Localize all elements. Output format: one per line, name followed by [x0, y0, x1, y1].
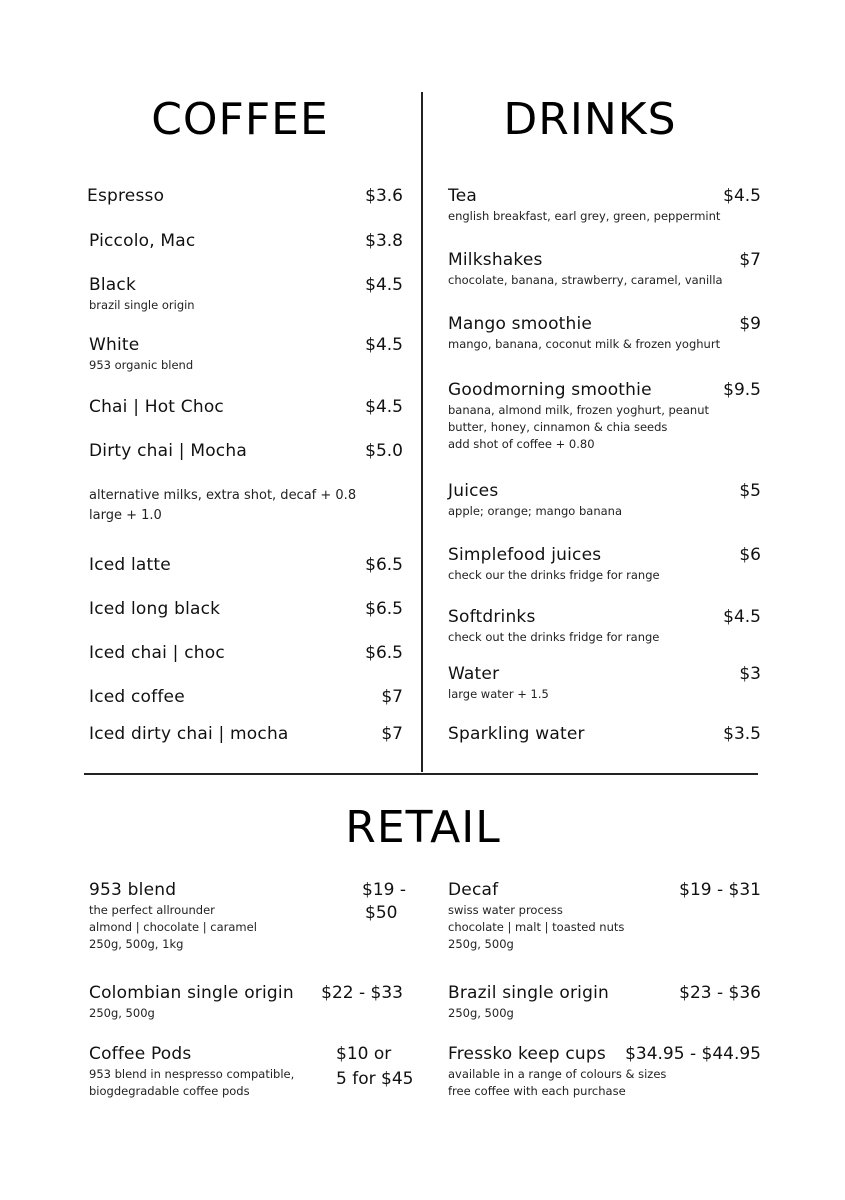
item-name: Iced coffee [89, 687, 185, 707]
menu-item-goodmorning-smoothie [448, 380, 761, 456]
item-name: Sparkling water [448, 724, 585, 744]
menu-item-chai-hot-choc [89, 397, 403, 417]
item-price: $7 [739, 250, 761, 270]
menu-item-tea [448, 186, 761, 226]
item-description: mango, banana, coconut milk & frozen yoghurt [448, 337, 721, 351]
item-description: butter, honey, cinnamon & chia seeds [448, 420, 668, 434]
item-description: 250g, 500g [448, 937, 514, 951]
column-divider [421, 92, 423, 772]
item-name: Fressko keep cups [448, 1044, 606, 1064]
drinks-heading: DRINKS [503, 94, 677, 145]
item-name: Iced chai | choc [89, 643, 225, 663]
menu-item-iced-chai-choc [89, 643, 403, 663]
menu-item-simplefood-juices [448, 545, 761, 585]
item-price: $4.5 [365, 275, 403, 295]
item-name: Water [448, 664, 500, 684]
item-description: banana, almond milk, frozen yoghurt, peanut [448, 403, 710, 417]
item-name: Softdrinks [448, 607, 536, 627]
item-price: $3.5 [723, 724, 761, 744]
item-price: $7 [381, 724, 403, 744]
item-price: $5.0 [365, 441, 403, 461]
menu-item-iced-coffee [89, 687, 403, 707]
item-name: Espresso [87, 186, 165, 206]
item-name: Juices [448, 481, 499, 501]
item-name: Brazil single origin [448, 983, 609, 1003]
item-description: available in a range of colours & sizes [448, 1067, 667, 1081]
item-price: $3.8 [365, 231, 403, 251]
menu-item-juices [448, 481, 761, 521]
item-name: Black [89, 275, 136, 295]
item-price: 5 for $45 [336, 1069, 414, 1089]
menu-item-black [89, 275, 403, 315]
retail-item-953-blend [89, 880, 406, 956]
item-price: $6 [739, 545, 761, 565]
item-name: Iced dirty chai | mocha [89, 724, 289, 744]
item-name: Mango smoothie [448, 314, 593, 334]
item-name: White [89, 335, 140, 355]
item-name: Iced latte [89, 555, 171, 575]
menu-item-iced-dirty-chai-mocha [89, 724, 403, 744]
menu-item-piccolo [89, 231, 403, 251]
item-description: free coffee with each purchase [448, 1084, 626, 1098]
item-description: chocolate | malt | toasted nuts [448, 920, 625, 934]
item-price: $34.95 - $44.95 [625, 1044, 761, 1064]
item-name: Coffee Pods [89, 1044, 192, 1064]
item-description: apple; orange; mango banana [448, 504, 622, 518]
item-name: Simplefood juices [448, 545, 602, 565]
item-price: $3.6 [365, 186, 403, 206]
item-price: $19 - $31 [679, 880, 761, 900]
item-price: $6.5 [365, 555, 403, 575]
item-name: Dirty chai | Mocha [89, 441, 247, 461]
retail-item-fressko-keep-cups [448, 1044, 761, 1104]
item-name: Goodmorning smoothie [448, 380, 652, 400]
item-name: Piccolo, Mac [89, 231, 196, 251]
item-price: $19 - [362, 880, 406, 900]
item-name: Iced long black [89, 599, 221, 619]
coffee-extras-note-line2: large + 1.0 [89, 508, 162, 523]
item-description: the perfect allrounder [89, 903, 215, 917]
retail-item-coffee-pods [89, 1044, 415, 1104]
item-price: $4.5 [723, 607, 761, 627]
item-description: check our the drinks fridge for range [448, 568, 660, 582]
item-description: 250g, 500g [89, 1006, 155, 1020]
retail-item-colombian-single-origin [89, 983, 403, 1023]
retail-item-brazil-single-origin [448, 983, 761, 1023]
item-price: $4.5 [365, 397, 403, 417]
coffee-extras-note-line1: alternative milks, extra shot, decaf + 0.8 [89, 488, 357, 503]
menu-item-white [89, 335, 403, 375]
menu-item-iced-long-black [89, 599, 403, 619]
item-description: almond | chocolate | caramel [89, 920, 257, 934]
retail-item-decaf [448, 880, 761, 956]
menu-item-dirty-chai-mocha [89, 441, 403, 461]
item-price: $3 [739, 664, 761, 684]
item-description: chocolate, banana, strawberry, caramel, vanilla [448, 273, 723, 287]
item-description: 250g, 500g [448, 1006, 514, 1020]
item-name: Colombian single origin [89, 983, 294, 1003]
item-description: brazil single origin [89, 298, 195, 312]
menu-item-milkshakes [448, 250, 761, 290]
coffee-heading: COFFEE [151, 94, 329, 145]
menu-item-espresso [87, 186, 403, 206]
item-name: 953 blend [89, 880, 177, 900]
item-description: check out the drinks fridge for range [448, 630, 660, 644]
item-description: english breakfast, earl grey, green, peppermint [448, 209, 721, 223]
menu-item-sparkling-water [448, 724, 761, 744]
menu-item-iced-latte [89, 555, 403, 575]
item-price: $4.5 [365, 335, 403, 355]
section-divider [84, 773, 758, 775]
item-description: 953 blend in nespresso compatible, [89, 1067, 295, 1081]
item-price: $6.5 [365, 643, 403, 663]
item-description: 953 organic blend [89, 358, 194, 372]
item-price: $9 [739, 314, 761, 334]
item-description: biogdegradable coffee pods [89, 1084, 250, 1098]
item-name: Tea [448, 186, 477, 206]
item-price: $4.5 [723, 186, 761, 206]
item-price: $5 [739, 481, 761, 501]
item-description: large water + 1.5 [448, 687, 549, 701]
item-price: $6.5 [365, 599, 403, 619]
item-description: 250g, 500g, 1kg [89, 937, 184, 951]
item-description: swiss water process [448, 903, 563, 917]
item-price: $50 [365, 903, 398, 923]
item-price: $10 or [336, 1044, 392, 1064]
item-name: Chai | Hot Choc [89, 397, 224, 417]
retail-heading: RETAIL [345, 802, 501, 853]
item-name: Milkshakes [448, 250, 543, 270]
item-price: $7 [381, 687, 403, 707]
item-price: $9.5 [723, 380, 761, 400]
item-price: $23 - $36 [679, 983, 761, 1003]
item-name: Decaf [448, 880, 499, 900]
menu-item-water [448, 664, 761, 704]
menu-item-mango-smoothie [448, 314, 761, 354]
menu-item-softdrinks [448, 607, 761, 647]
item-price: $22 - $33 [321, 983, 403, 1003]
item-description: add shot of coffee + 0.80 [448, 437, 595, 451]
